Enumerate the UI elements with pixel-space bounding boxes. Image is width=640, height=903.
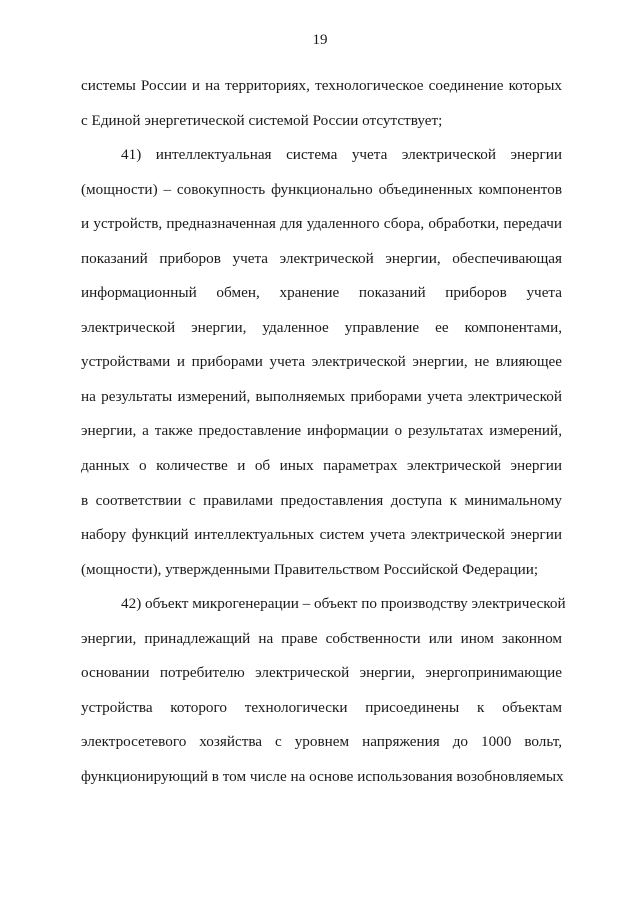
text-line: электросетевого хозяйства с уровнем напряжения до 1000 вольт, [81, 733, 562, 751]
text-line: данных о количестве и об иных параметрах электрической энергии [81, 457, 562, 475]
text-line: энергии, принадлежащий на праве собственности или ином законном [81, 629, 562, 647]
text-line: показаний приборов учета электрической энергии, обеспечивающая [81, 249, 562, 267]
text-line: с Единой энергетической системой России отсутствует; [81, 111, 443, 129]
text-line: в соответствии с правилами предоставления доступа к минимальному [81, 491, 562, 509]
text-line: электрической энергии, удаленное управление ее компонентами, [81, 318, 562, 336]
text-line: набору функций интеллектуальных систем учета электрической энергии [81, 526, 562, 544]
document-body [81, 76, 566, 801]
paragraph-start-41: 41) интеллектуальная система учета электрической энергии [121, 146, 562, 164]
text-line: устройствами и приборами учета электрической энергии, не влияющее [81, 353, 562, 371]
text-line: функционирующий в том числе на основе использования возобновляемых [81, 767, 564, 785]
text-line: (мощности), утвержденными Правительством Российской Федерации; [81, 560, 539, 578]
text-line: информационный обмен, хранение показаний приборов учета [81, 284, 562, 302]
text-line: системы России и на территориях, технологическое соединение которых [81, 77, 562, 94]
text-line: устройства которого технологически присоединены к объектам [81, 698, 562, 716]
text-line: (мощности) – совокупность функционально объединенных компонентов [81, 180, 562, 198]
text-line: энергии, а также предоставление информации о результатах измерений, [81, 422, 562, 440]
text-line: на результаты измерений, выполняемых приборами учета электрической [81, 387, 562, 405]
paragraph-start-42: 42) объект микрогенерации – объект по производству электрической [121, 595, 566, 613]
page-number: 19 [312, 32, 328, 48]
text-line: основании потребителю электрической энергии, энергопринимающие [81, 664, 562, 682]
text-line: и устройств, предназначенная для удаленного сбора, обработки, передачи [81, 215, 562, 233]
